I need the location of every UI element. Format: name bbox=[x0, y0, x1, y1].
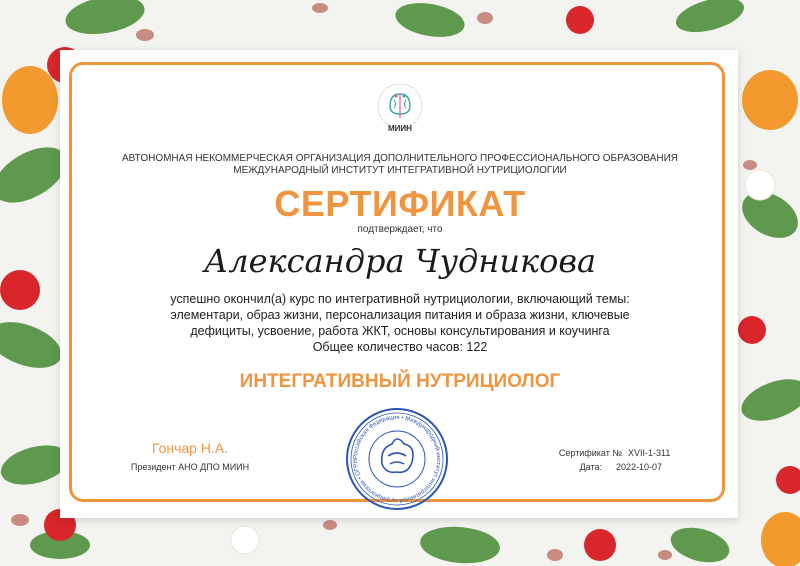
body-line-1: успешно окончил(а) курс по интегративной нутрициологии, включающий темы: bbox=[170, 292, 630, 306]
certificate-date-label: Дата: bbox=[579, 462, 602, 472]
org-line-1: АВТОНОМНАЯ НЕКОММЕРЧЕСКАЯ ОРГАНИЗАЦИЯ ДОПОЛНИТЕЛЬНОГО ПРОФЕССИОНАЛЬНОГО ОБРАЗОВАНИЯ bbox=[121, 153, 678, 164]
official-stamp bbox=[342, 404, 452, 514]
course-description bbox=[120, 291, 680, 355]
svg-text:Российская Федерация • Междуна: Российская Федерация • Международный институт интегративной нутрициологии • ОГРН bbox=[352, 414, 442, 504]
organization-name bbox=[100, 153, 700, 177]
certificate-title: СЕРТИФИКАТ bbox=[274, 183, 526, 224]
confirms-text: подтверждает, что bbox=[357, 224, 443, 235]
certificate-number-label: Сертификат № bbox=[558, 448, 622, 458]
certificate-date: 2022-10-07 bbox=[616, 462, 663, 472]
certificate-number: XVII-1-311 bbox=[628, 448, 671, 458]
logo-wordmark: МИИН bbox=[388, 124, 412, 133]
qualification-title: ИНТЕГРАТИВНЫЙ НУТРИЦИОЛОГ bbox=[239, 371, 561, 392]
recipient-name: Александра Чудникова bbox=[203, 242, 597, 280]
body-line-2: элементари, образ жизни, персонализация питания и образа жизни, ключевые bbox=[170, 308, 630, 322]
org-line-2: МЕЖДУНАРОДНЫЙ ИНСТИТУТ ИНТЕГРАТИВНОЙ НУТРИЦИОЛОГИИ bbox=[233, 165, 567, 176]
signatory-name: Гончар Н.А. bbox=[151, 440, 229, 456]
signatory-role: Президент АНО ДПО МИИН bbox=[130, 462, 250, 472]
body-line-3: дефициты, усвоение, работа ЖКТ, основы консультирования и коучинга bbox=[190, 324, 610, 338]
hours-line: Общее количество часов: 122 bbox=[312, 340, 488, 354]
